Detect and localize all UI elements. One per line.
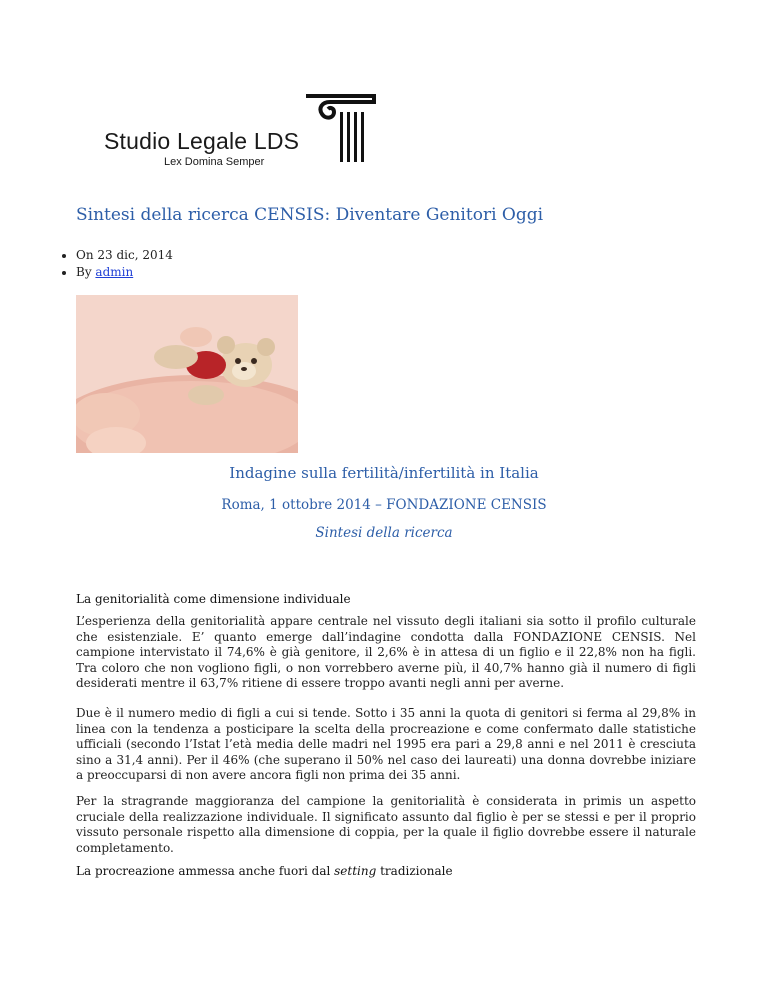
- post-date: • On 23 dic, 2014: [76, 247, 173, 264]
- section-title-parenthood: La genitorialità come dimensione individuale: [76, 592, 351, 606]
- site-logo[interactable]: [104, 90, 384, 170]
- headline-summary: Sintesi della ricerca: [315, 525, 453, 541]
- column-logo-icon: [300, 90, 380, 166]
- teddy-bear-belly-illustration: [76, 295, 298, 453]
- post-meta: [40, 247, 173, 281]
- headline-date-source: Roma, 1 ottobre 2014 – FONDAZIONE CENSIS: [221, 497, 547, 513]
- post-title[interactable]: Sintesi della ricerca CENSIS: Diventare Genitori Oggi: [76, 205, 544, 225]
- author-prefix: By: [76, 265, 96, 279]
- paragraph-2: Due è il numero medio di figli a cui si tende. Sotto i 35 anni la quota di genitori si ferma al 29,8% in linea con la tendenza a posticipare la scelta della procreazione e come confermato dalle statistiche ufficiali (secondo l’Istat l’età media delle madri nel 1995 era pari a 29,8 anni e nel 2011 è cresciuta sino a 31,4 anni). Per il 46% (che superano il 50% nel caso dei laureati) una donna dovrebbe iniziare a preoccuparsi di non avere ancora figli non prima dei 35 anni.: [76, 706, 696, 782]
- paragraph-1: L’esperienza della genitorialità appare centrale nel vissuto degli italiani sia sotto il profilo culturale che esistenziale. E’ quanto emerge dall’indagine condotta dalla FONDAZIONE CENSIS. Nel campione intervistato il 74,6% è già genitore, il 2,6% è in attesa di un figlio e il 22,8% non ha figli. Tra coloro che non vogliono figli, o non vorrebbero averne più, il 40,7% hanno già il numero di figli desiderati mentre il 63,7% ritiene di essere troppo avanti negli anni per averne.: [76, 614, 696, 690]
- section-title-procreation: [76, 864, 453, 878]
- paragraph-3: Per la stragrande maggioranza del campione la genitorialità è considerata in primis un aspetto cruciale della realizzazione individuale. Il significato assunto dal figlio è per se stessi e per il proprio vissuto personale rispetto alla dimensione di coppia, per la quale il figlio dovrebbe essere il naturale completamento.: [76, 794, 696, 855]
- article-image: [76, 295, 298, 453]
- post-author: [76, 264, 173, 281]
- author-link[interactable]: admin: [95, 265, 134, 279]
- section-2-title-end: tradizionale: [376, 864, 453, 878]
- section-2-title-italic: setting: [334, 864, 377, 878]
- headline-survey: Indagine sulla fertilità/infertilità in Italia: [229, 464, 539, 482]
- section-2-title-start: La procreazione ammessa anche fuori dal: [76, 864, 335, 878]
- logo-name: Studio Legale LDS: [104, 128, 300, 154]
- logo-tagline: Lex Domina Semper: [164, 156, 265, 168]
